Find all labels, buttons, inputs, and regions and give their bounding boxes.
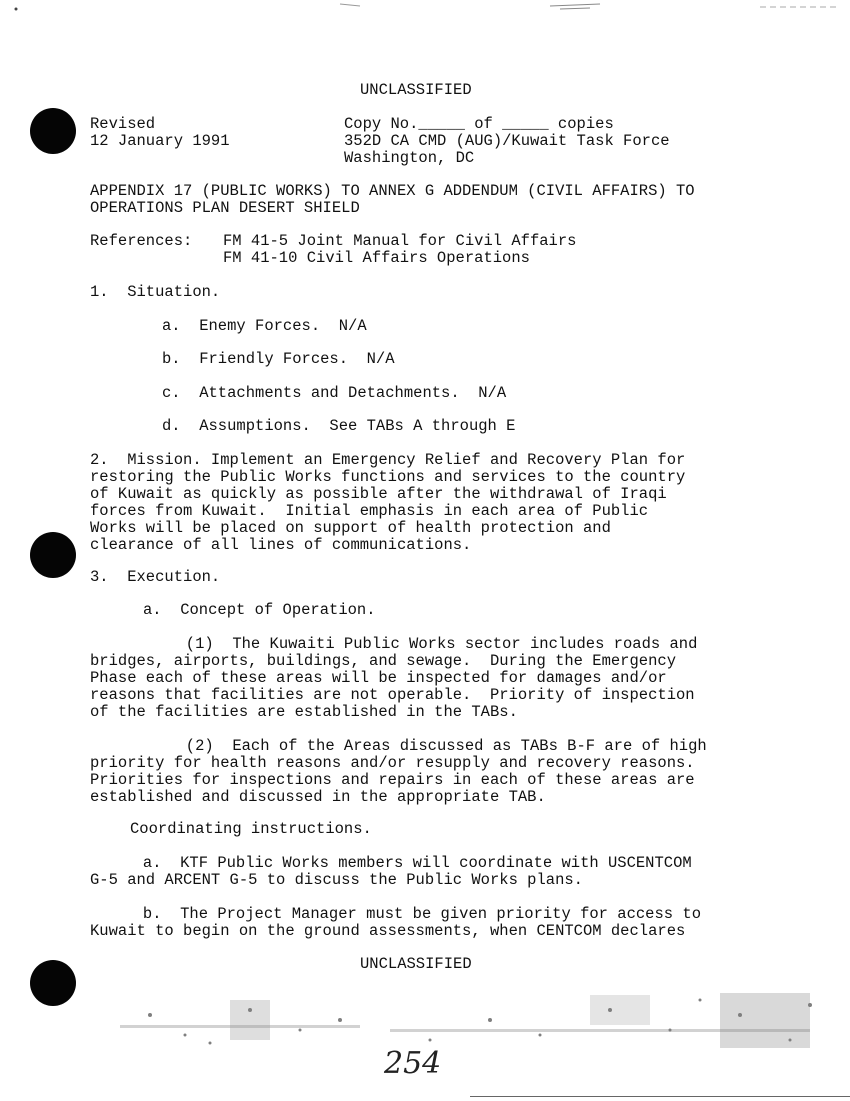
revision-date: 12 January 1991: [90, 132, 230, 150]
concept-para1-line: (1) The Kuwaiti Public Works sector includes roads and: [130, 635, 698, 653]
concept-para2-line: established and discussed in the appropriate TAB.: [90, 788, 546, 806]
coordinating-item-a-line: a. KTF Public Works members will coordinate with USCENTCOM: [115, 854, 692, 872]
coordinating-item-b-line: b. The Project Manager must be given priority for access to: [115, 905, 701, 923]
situation-item-a: a. Enemy Forces. N/A: [162, 317, 367, 335]
handwritten-page-number: 254: [384, 1046, 442, 1081]
unit-line: 352D CA CMD (AUG)/Kuwait Task Force: [344, 132, 670, 150]
situation-item-d: d. Assumptions. See TABs A through E: [162, 417, 516, 435]
scan-noise-top: [0, 0, 850, 20]
mission-line: clearance of all lines of communications.: [90, 536, 472, 554]
references-label: References:: [90, 232, 193, 250]
mission-line: 2. Mission. Implement an Emergency Relief and Recovery Plan for: [90, 451, 686, 469]
punch-hole-top: [30, 108, 76, 154]
concept-para1-line: reasons that facilities are not operable. Priority of inspection: [90, 686, 695, 704]
mission-line: Works will be placed on support of health protection and: [90, 519, 611, 537]
document-title-line1: APPENDIX 17 (PUBLIC WORKS) TO ANNEX G ADDENDUM (CIVIL AFFAIRS) TO: [90, 182, 695, 200]
mission-line: of Kuwait as quickly as possible after the withdrawal of Iraqi: [90, 485, 667, 503]
execution-heading: 3. Execution.: [90, 568, 221, 586]
document-title-line2: OPERATIONS PLAN DESERT SHIELD: [90, 199, 360, 217]
copy-number-line: Copy No._____ of _____ copies: [344, 115, 614, 133]
situation-item-c: c. Attachments and Detachments. N/A: [162, 384, 507, 402]
situation-heading: 1. Situation.: [90, 283, 221, 301]
punch-hole-middle: [30, 532, 76, 578]
coordinating-item-a-line: G-5 and ARCENT G-5 to discuss the Public Works plans.: [90, 871, 583, 889]
concept-para2-line: (2) Each of the Areas discussed as TABs B-F are of high: [130, 737, 707, 755]
concept-of-operation: a. Concept of Operation.: [143, 601, 376, 619]
mission-line: restoring the Public Works functions and services to the country: [90, 468, 686, 486]
reference-2: FM 41-10 Civil Affairs Operations: [223, 249, 530, 267]
concept-para2-line: Priorities for inspections and repairs in each of these areas are: [90, 771, 695, 789]
revised-label: Revised: [90, 115, 156, 133]
concept-para2-line: priority for health reasons and/or resupply and recovery reasons.: [90, 754, 695, 772]
location-line: Washington, DC: [344, 149, 475, 167]
coordinating-instructions: Coordinating instructions.: [130, 820, 372, 838]
concept-para1-line: Phase each of these areas will be inspected for damages and/or: [90, 669, 667, 687]
scan-noise-bottom: [90, 985, 850, 1081]
mission-line: forces from Kuwait. Initial emphasis in each area of Public: [90, 502, 649, 520]
bottom-rule: [470, 1096, 850, 1097]
classification-bottom: UNCLASSIFIED: [360, 955, 472, 973]
coordinating-item-b-line: Kuwait to begin on the ground assessments, when CENTCOM declares: [90, 922, 686, 940]
reference-1: FM 41-5 Joint Manual for Civil Affairs: [223, 232, 577, 250]
concept-para1-line: bridges, airports, buildings, and sewage. During the Emergency: [90, 652, 676, 670]
punch-hole-bottom: [30, 960, 76, 1006]
situation-item-b: b. Friendly Forces. N/A: [162, 350, 395, 368]
classification-top: UNCLASSIFIED: [360, 81, 472, 99]
concept-para1-line: of the facilities are established in the TABs.: [90, 703, 518, 721]
